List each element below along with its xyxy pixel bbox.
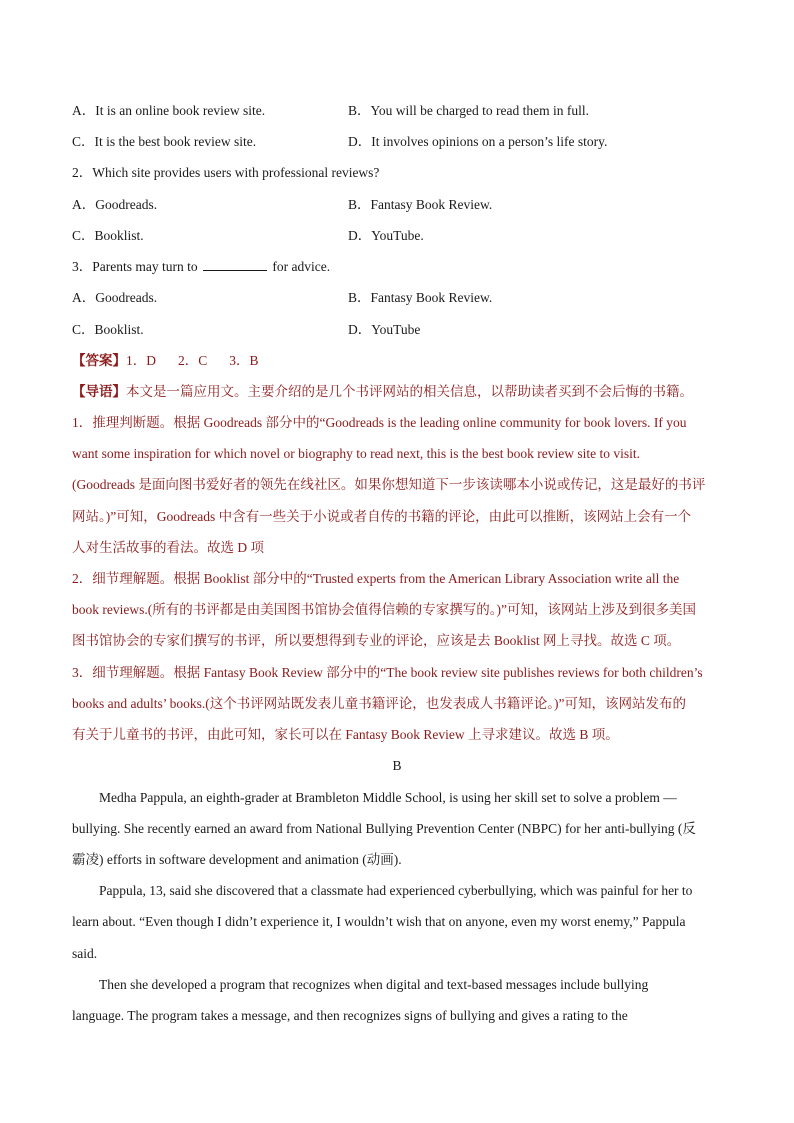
q3-option-d: D．YouTube — [348, 322, 421, 337]
guide-tag: 【导语】 — [72, 384, 126, 399]
q3-blank — [203, 258, 267, 271]
q3-stem-before: 3．Parents may turn to — [72, 259, 198, 274]
q3-option-a: A．Goodreads. — [72, 290, 158, 305]
explain1-line: 人对生活故事的看法。故选 D 项 — [72, 540, 264, 555]
explain1-line: 网站。)”可知，Goodreads 中含有一些关于小说或者自传的书籍的评论，由此可以推断，该网站上会有一个 — [72, 509, 692, 524]
section-b-heading: B — [392, 758, 402, 773]
explain2-line: 2．细节理解题。根据 Booklist 部分中的“Trusted experts from the American Library Association write all the — [72, 571, 680, 586]
passage-line: language. The program takes a message, and then recognizes signs of bullying and gives a rating to the — [72, 1008, 628, 1023]
answer-2: 2．C — [178, 353, 208, 368]
q1-option-a: A．It is an online book review site. — [72, 103, 266, 118]
explain2-line: book reviews.(所有的书评都是由美国图书馆协会值得信赖的专家撰写的。)”可知，该网站上涉及到很多美国 — [72, 602, 696, 617]
explain3-line: 3．细节理解题。根据 Fantasy Book Review 部分中的“The book review site publishes reviews for both children’s — [72, 665, 703, 680]
q2-option-b: B．Fantasy Book Review. — [348, 197, 493, 212]
passage-line: Then she developed a program that recognizes when digital and text-based messages include bullying — [99, 977, 649, 992]
explain2-line: 图书馆协会的专家们撰写的书评，所以要想得到专业的评论，应该是去 Booklist 网上寻找。故选 C 项。 — [72, 633, 681, 648]
passage-line: Medha Pappula, an eighth-grader at Brambleton Middle School, is using her skill set to solve a problem — — [99, 790, 677, 805]
q1-option-b: B．You will be charged to read them in full. — [348, 103, 589, 118]
q3-stem — [72, 258, 330, 276]
q1-option-d: D．It involves opinions on a person’s life story. — [348, 134, 608, 149]
explain1-line: want some inspiration for which novel or biography to read next, this is the best book review site to visit. — [72, 446, 641, 461]
answer-1: 1．D — [126, 353, 156, 368]
guide-text: 本文是一篇应用文。主要介绍的是几个书评网站的相关信息，以帮助读者买到不会后悔的书籍。 — [126, 384, 693, 399]
q2-option-a: A．Goodreads. — [72, 197, 158, 212]
q1-option-c: C．It is the best book review site. — [72, 134, 257, 149]
q3-option-c: C．Booklist. — [72, 322, 144, 337]
passage-line: learn about. “Even though I didn’t experience it, I wouldn’t wish that on anyone, even my worst enemy,” Pappula — [72, 914, 686, 929]
answer-tag: 【答案】 — [72, 353, 126, 368]
explain3-line: 有关于儿童书的书评，由此可知，家长可以在 Fantasy Book Review 上寻求建议。故选 B 项。 — [72, 727, 619, 742]
answer-line — [72, 352, 259, 370]
q2-option-c: C．Booklist. — [72, 228, 144, 243]
explain1-line: (Goodreads 是面向图书爱好者的领先在线社区。如果你想知道下一步该读哪本小说或传记，这是最好的书评 — [72, 477, 706, 492]
answer-3: 3．B — [229, 353, 259, 368]
explain1-line: 1．推理判断题。根据 Goodreads 部分中的“Goodreads is the leading online community for book lovers. If you — [72, 415, 687, 430]
passage-line: said. — [72, 946, 98, 961]
q3-option-b: B．Fantasy Book Review. — [348, 290, 493, 305]
passage-line: Pappula, 13, said she discovered that a classmate had experienced cyberbullying, which was painful for her to — [99, 883, 693, 898]
explain3-line: books and adults’ books.(这个书评网站既发表儿童书籍评论，也发表成人书籍评论。)”可知，该网站发布的 — [72, 696, 686, 711]
guide-line — [72, 383, 693, 401]
passage-line: bullying. She recently earned an award from National Bullying Prevention Center (NBPC) for her anti-bullying (反 — [72, 821, 696, 836]
q3-stem-after: for advice. — [272, 259, 331, 274]
passage-line: 霸凌) efforts in software development and animation (动画). — [72, 852, 402, 867]
q2-option-d: D．YouTube. — [348, 228, 424, 243]
q2-stem: 2．Which site provides users with professional reviews? — [72, 165, 380, 180]
